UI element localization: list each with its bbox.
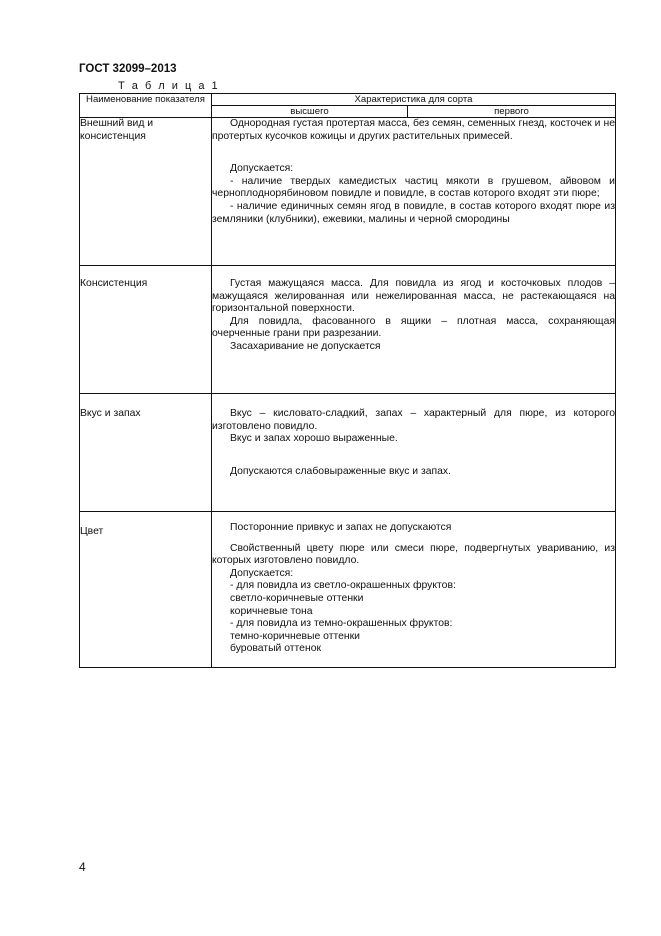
- description-line: - для повидла из светло-окрашенных фруктов:: [230, 580, 456, 592]
- description-line: темно-коричневые оттенки: [230, 630, 360, 642]
- table-caption: Т а б л и ц а 1: [118, 80, 220, 92]
- indicator-name-taste-smell: Вкус и запах: [80, 394, 212, 512]
- indicator-name-consistency: Консистенция: [80, 266, 212, 394]
- description-line: Допускается:: [230, 567, 294, 579]
- indicator-description-consistency: [212, 266, 616, 394]
- description-line: - наличие единичных семян ягод в повидле, в состав которого входят пюре из земляники (клубники), ежевики, малины и черной смородины: [212, 200, 615, 225]
- column-header-grade-first: первого: [408, 106, 616, 118]
- table-row: [80, 266, 616, 394]
- description-line: - для повидла из темно-окрашенных фруктов:: [230, 618, 453, 630]
- description-line: Засахаривание не допускается: [230, 340, 381, 352]
- table-row: [80, 118, 616, 266]
- indicator-name-appearance: Внешний вид и консистенция: [80, 118, 212, 266]
- table-row: [80, 512, 616, 668]
- description-line: Допускаются слабовыраженные вкус и запах.: [230, 465, 452, 477]
- description-line: Вкус и запах хорошо выраженные.: [230, 433, 398, 445]
- column-header-indicator-name: Наименование показателя: [80, 94, 212, 118]
- column-header-characteristic: Характеристика для сорта: [212, 94, 616, 106]
- quality-indicators-table: [79, 93, 616, 668]
- document-code: ГОСТ 32099–2013: [79, 63, 177, 75]
- indicator-description-color: [212, 512, 616, 668]
- indicator-description-taste-smell: [212, 394, 616, 512]
- description-line: Густая мажущаяся масса. Для повидла из ягод и косточковых плодов – мажущаяся желированная или нежелированная масса, не растекающаяся на горизонтальной поверхности.: [212, 278, 615, 315]
- description-line: Для повидла, фасованного в ящики – плотная масса, сохраняющая очерченные грани при разрезании.: [212, 315, 615, 340]
- description-line: светло-коричневые оттенки: [230, 592, 364, 604]
- column-header-grade-premium: высшего: [212, 106, 408, 118]
- description-line: Свойственный цвету пюре или смеси пюре, подвергнутых увариванию, из которых изготовлено повидло.: [212, 542, 615, 567]
- description-line: коричневые тона: [230, 605, 313, 617]
- description-line: буроватый оттенок: [230, 643, 322, 655]
- page-number: 4: [79, 860, 86, 874]
- indicator-name-color: Цвет: [80, 512, 212, 668]
- table-row: [80, 394, 616, 512]
- description-line: Однородная густая протертая масса, без семян, семенных гнезд, косточек и не протертых кусочков кожицы и других растительных примесей.: [212, 118, 615, 142]
- description-line: Допускается:: [230, 163, 294, 175]
- description-line: Вкус – кисловато-сладкий, запах – характерный для пюре, из которого изготовлено повидло.: [212, 408, 615, 432]
- description-line: Посторонние привкус и запах не допускаются: [230, 522, 452, 533]
- indicator-description-appearance: [212, 118, 616, 266]
- description-line: - наличие твердых камедистых частиц мякоти в грушевом, айвовом и черноплоднорябиновом повидле и повидле, в состав которого входят эти пюре;: [212, 175, 615, 200]
